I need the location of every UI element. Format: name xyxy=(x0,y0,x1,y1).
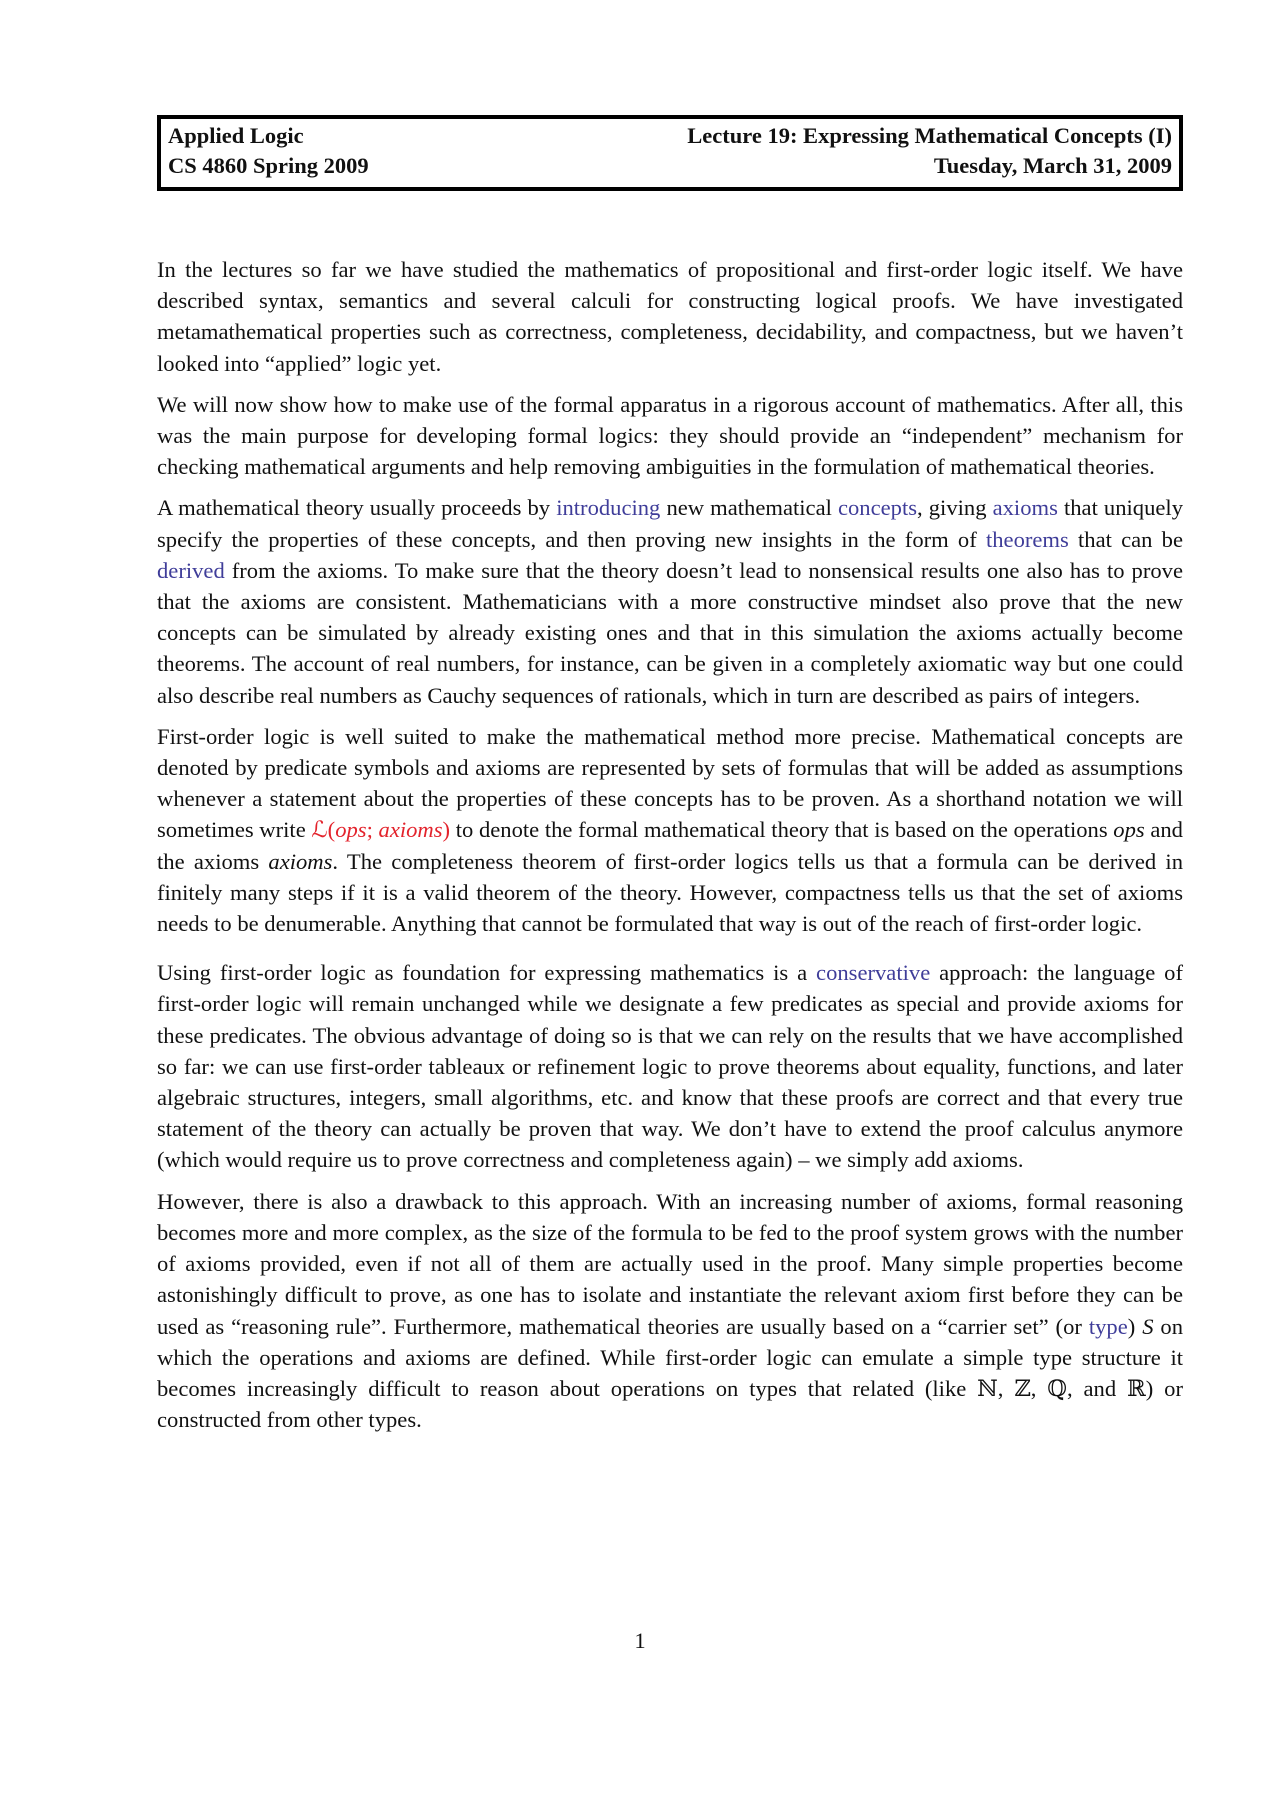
text-span: ) xyxy=(1127,1313,1143,1339)
text-span: First-order logic is well suited to make the mathematical method more precise. Mathematical concepts are denoted by predicate symbols and axioms are represented by sets of formulas that will be added as assumptions whenever a statement about the properties of these concepts has to be proven. As a shorthand notation we will sometimes write xyxy=(157,723,1183,843)
link-concepts[interactable]: concepts xyxy=(837,495,918,521)
text-span: Using first-order logic as foundation for expressing mathematics is a xyxy=(157,960,817,986)
text-span: and the axioms xyxy=(157,817,1183,874)
lecture-title: Lecture 19: Expressing Mathematical Concepts (I) xyxy=(687,123,1172,148)
text-span: . The completeness theorem of first-order logics tells us that a formula can be derived in finitely many steps if it is a valid theorem of the theory. However, compactness tells us that the set of axioms needs to be denumerable. Anything that cannot be formulated that way is out of the reach of first-order logic. xyxy=(157,848,1184,937)
text-span: new mathematical xyxy=(660,495,838,521)
link-derived[interactable]: derived xyxy=(157,557,225,583)
formula-paren-close: ) xyxy=(442,817,451,843)
formula-axioms: axioms xyxy=(378,817,443,843)
lecture-date: Tuesday, March 31, 2009 xyxy=(933,153,1172,178)
page-number: 1 xyxy=(634,1628,646,1653)
paragraph-drawback xyxy=(157,1186,1183,1436)
paragraph-first-order-logic xyxy=(157,721,1183,939)
formula-ops: ops xyxy=(335,817,367,843)
link-conservative[interactable]: conservative xyxy=(816,960,931,986)
course-name: Applied Logic xyxy=(168,123,304,148)
course-term: CS 4860 Spring 2009 xyxy=(168,153,369,178)
axioms-term: axioms xyxy=(268,848,333,874)
header-row-1 xyxy=(168,121,1172,151)
document-body xyxy=(157,254,1183,1445)
text-span: approach: the language of first-order logic will remain unchanged while we designate a few predicates as special and provide axioms for these predicates. The obvious advantage of doing so is that we can rely on the results that we have accomplished so far: we can use first-order tableaux or refinement logic to prove theorems about equality, functions, and later algebraic structures, integers, small algorithms, etc. and know that these proofs are correct and that every true statement of the theory can actually be proven that way. We don’t have to extend the proof calculus anymore (which would require us to prove correctness and completeness again) – we simply add axioms. xyxy=(157,960,1183,1173)
text-span: , giving xyxy=(917,495,993,521)
link-type[interactable]: type xyxy=(1088,1313,1128,1339)
link-theorems[interactable]: theorems xyxy=(985,526,1069,552)
text-span: A mathematical theory usually proceeds by xyxy=(157,495,557,521)
carrier-set-symbol: S xyxy=(1142,1313,1154,1339)
text-span: However, there is also a drawback to this approach. With an increasing number of axioms, formal reasoning becomes more and more complex, as the size of the formula to be fed to the proof system grows with the number of axioms provided, even if not all of them are actually used in the proof. Many simple properties become astonishingly difficult to prove, as one has to isolate and instantiate the relevant axiom first before they can be used as “reasoning rule”. Furthermore, mathematical theories are usually based on a “carrier set” (or xyxy=(157,1188,1183,1339)
paragraph-intro: In the lectures so far we have studied the mathematics of propositional and first-order logic itself. We have described syntax, semantics and several calculi for constructing logical proofs. We have investigated metamathematical properties such as correctness, completeness, decidability, and compactness, but we haven’t looked into “applied” logic yet. xyxy=(157,257,1183,376)
paragraph-formal-apparatus: We will now show how to make use of the formal apparatus in a rigorous account of mathematics. After all, this was the main purpose for developing formal logics: they should provide an “independent” mechanism for checking mathematical arguments and help removing ambiguities in the formulation of mathematical theories. xyxy=(157,391,1183,480)
link-axioms[interactable]: axioms xyxy=(992,495,1058,521)
lecture-header-box xyxy=(157,115,1183,191)
formula-paren-open: ( xyxy=(327,817,336,843)
text-span: on which the operations and axioms are defined. While first-order logic can emulate a simple type structure it becomes increasingly difficult to reason about operations on types that related (like ℕ, ℤ, ℚ, and ℝ) or constructed from other types. xyxy=(157,1313,1183,1433)
text-span: that uniquely specify the properties of these concepts, and then proving new insights in the form of xyxy=(157,495,1184,552)
link-introducing[interactable]: introducing xyxy=(556,495,661,521)
formula-script-l: ℒ xyxy=(311,817,328,843)
text-span: that can be xyxy=(1068,526,1183,552)
text-span: from the axioms. To make sure that the theory doesn’t lead to nonsensical results one also has to prove that the axioms are consistent. Mathematicians with a more constructive mindset also prove that the new concepts can be simulated by already existing ones and that in this simulation the axioms actually become theorems. The account of real numbers, for instance, can be given in a completely axiomatic way but one could also describe real numbers as Cauchy sequences of rationals, which in turn are described as pairs of integers. xyxy=(157,557,1183,708)
paragraph-conservative-approach xyxy=(157,957,1183,1175)
paragraph-mathematical-theory xyxy=(157,492,1183,710)
theory-formula[interactable] xyxy=(311,817,450,842)
formula-separator: ; xyxy=(366,817,379,843)
text-span: to denote the formal mathematical theory that is based on the operations xyxy=(450,817,1114,843)
header-row-2 xyxy=(168,151,1172,181)
ops-term: ops xyxy=(1113,817,1145,843)
